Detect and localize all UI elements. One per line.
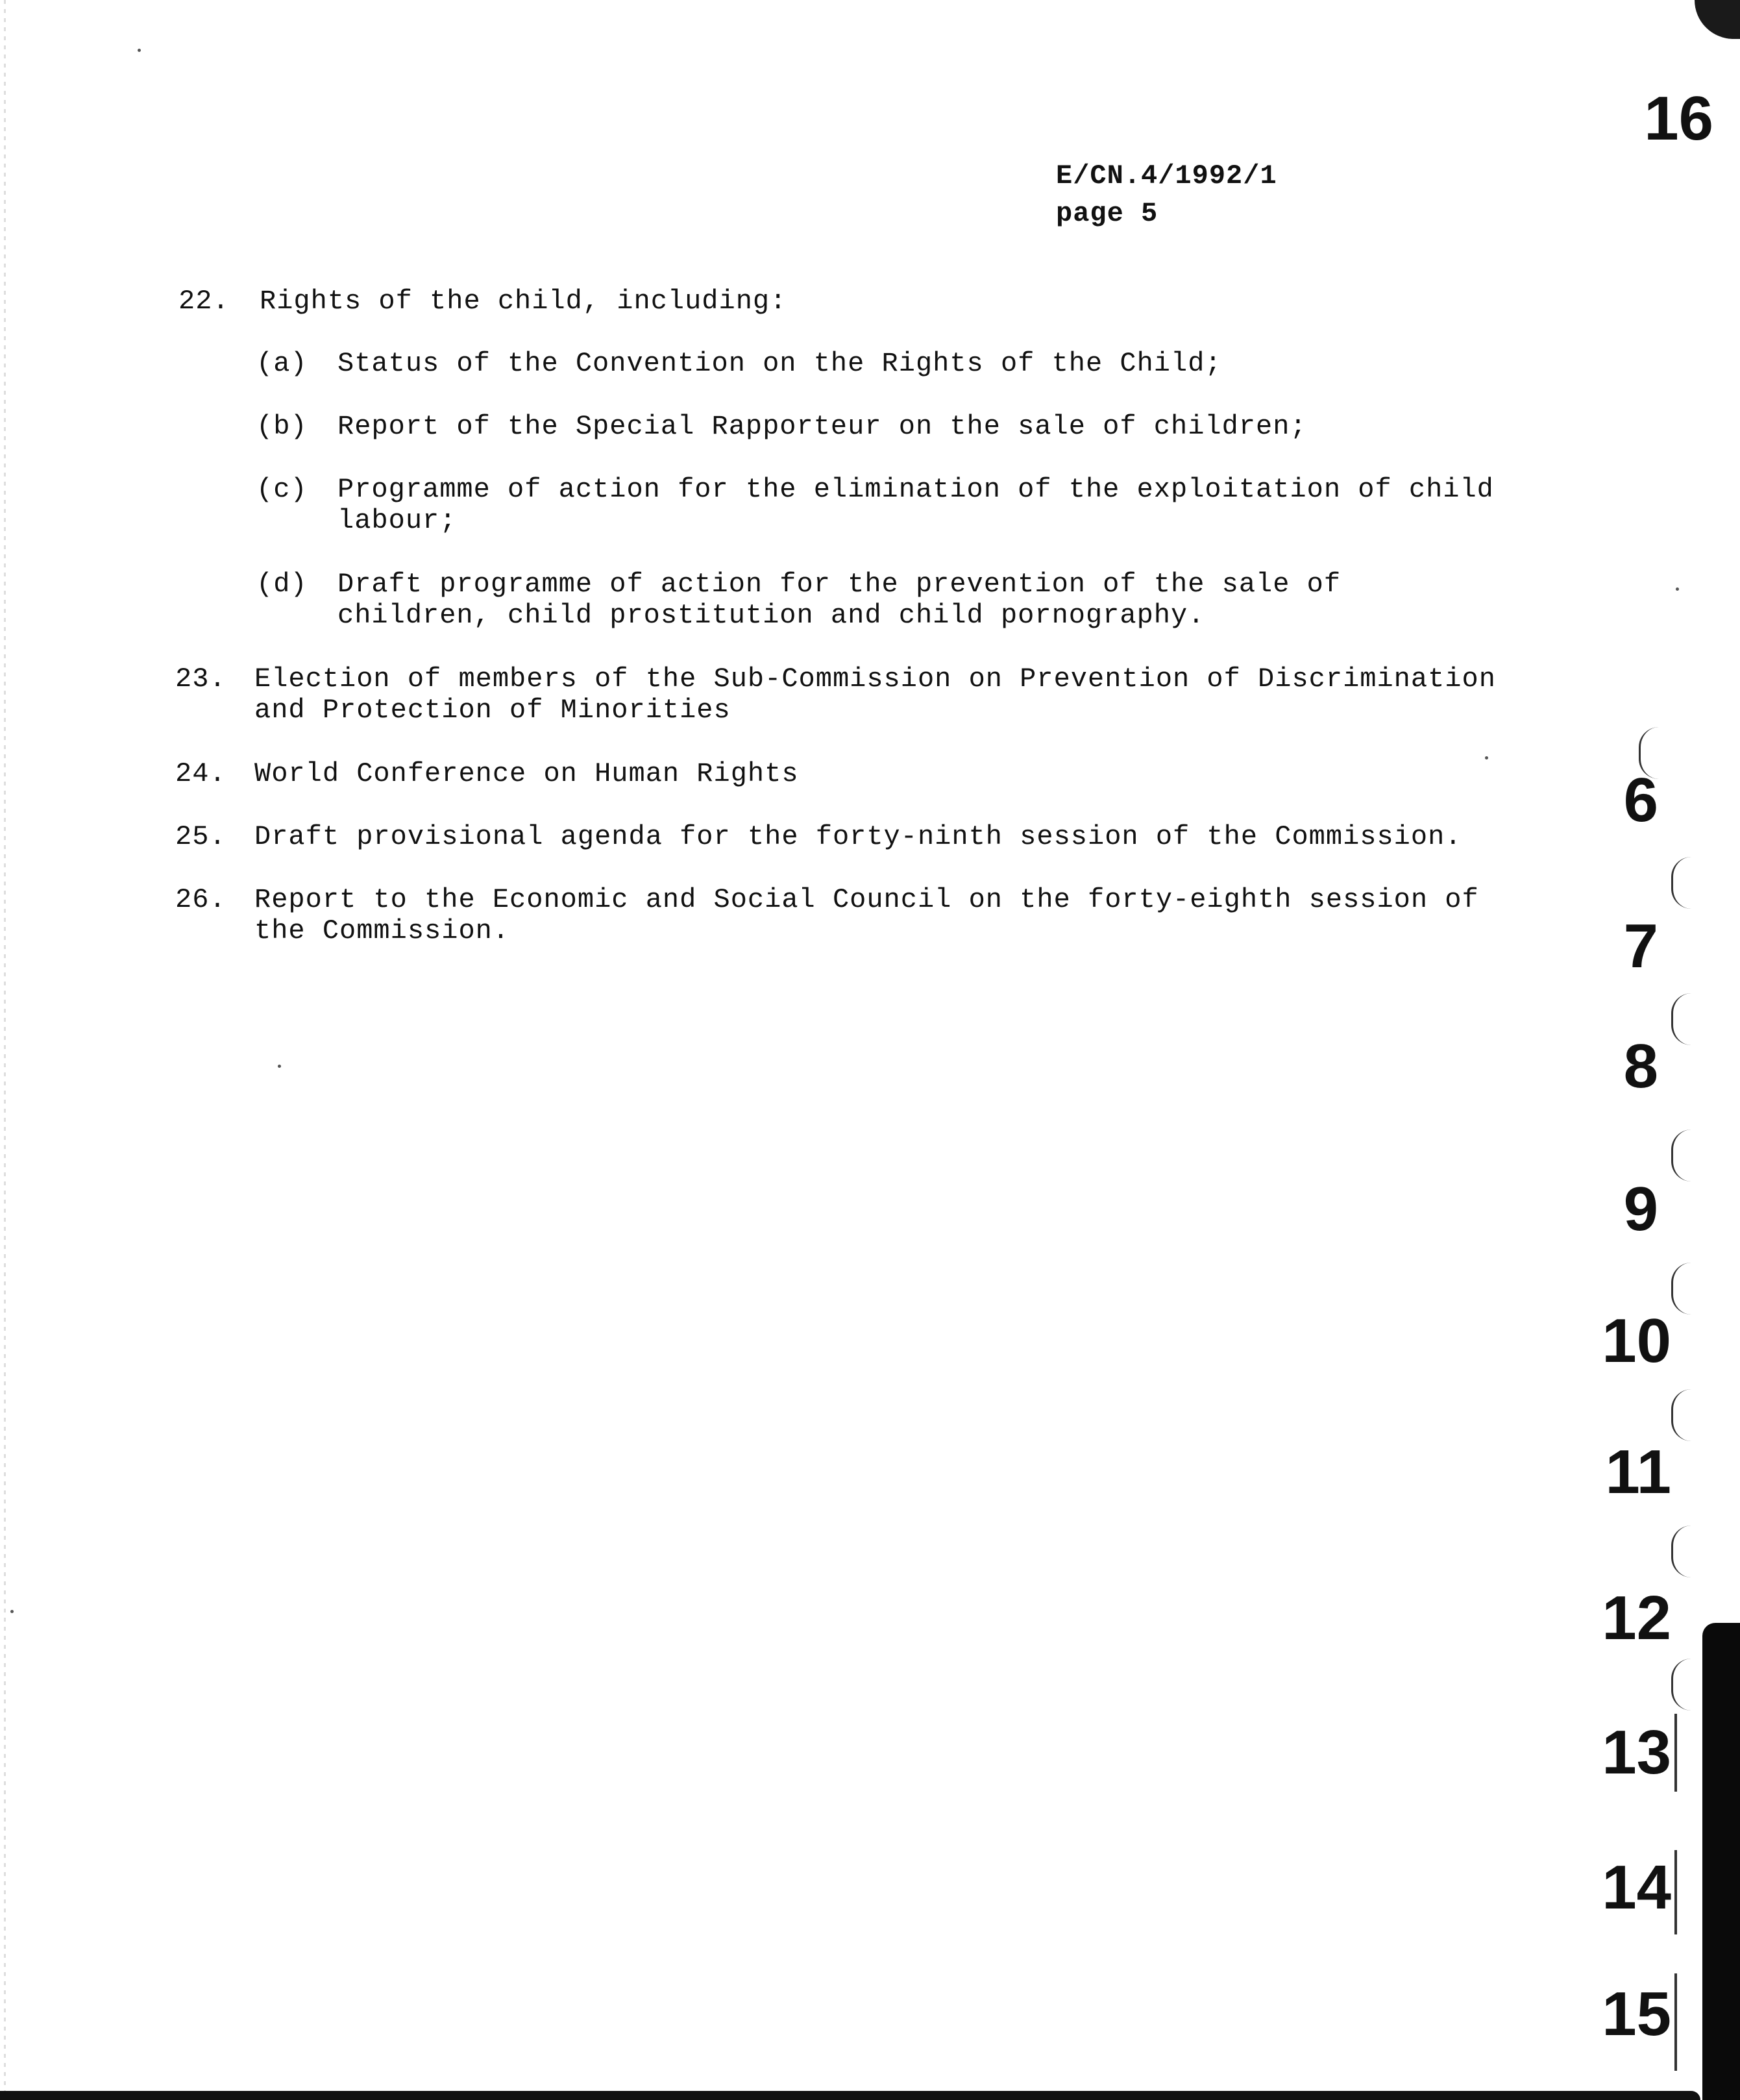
item-number: 22. <box>178 286 230 317</box>
item-text: Draft provisional agenda for the forty-ninth session of the Commission. <box>254 821 1462 852</box>
item-number: (a) <box>256 348 308 379</box>
tab-13[interactable]: 13 <box>1602 1718 1671 1787</box>
tab-edge-line <box>1674 1714 1677 1792</box>
scan-speck <box>1676 587 1679 591</box>
tab-16[interactable]: 16 <box>1644 84 1713 153</box>
scan-speck <box>1485 756 1488 760</box>
tab-divider <box>1671 1389 1691 1441</box>
tab-11[interactable]: 11 <box>1605 1437 1671 1507</box>
item-text: Report of the Special Rapporteur on the sale of children; <box>337 411 1307 442</box>
tab-divider <box>1671 1263 1691 1315</box>
tab-12[interactable]: 12 <box>1602 1583 1671 1653</box>
item-number: (b) <box>256 411 308 442</box>
tab-edge-line <box>1674 1973 1677 2071</box>
item-text: Draft programme of action for the prevention of the sale of children, child prostitution and child pornography. <box>337 569 1342 631</box>
tab-6[interactable]: 6 <box>1623 765 1658 835</box>
tab-15[interactable]: 15 <box>1602 1979 1671 2049</box>
item-number: 25. <box>175 821 227 852</box>
scan-edge-bottom-right <box>1702 1623 1740 2100</box>
tab-divider <box>1671 1130 1691 1181</box>
tab-9[interactable]: 9 <box>1623 1174 1658 1244</box>
item-text: Programme of action for the elimination of the exploitation of child labour; <box>337 474 1494 536</box>
scan-edge-top-right <box>1695 0 1740 39</box>
tab-divider <box>1671 1659 1691 1711</box>
item-number: (d) <box>256 569 308 600</box>
document-header <box>1056 157 1277 232</box>
item-text: Status of the Convention on the Rights of the Child; <box>337 348 1222 379</box>
scan-edge-bottom <box>0 2091 1700 2100</box>
item-text: Election of members of the Sub-Commission on Prevention of Discrimination and Protection of Minorities <box>254 663 1496 726</box>
page-number: page 5 <box>1056 198 1158 229</box>
tab-divider <box>1671 857 1691 909</box>
item-number: 26. <box>175 884 227 915</box>
item-text: Rights of the child, including: <box>260 286 787 317</box>
scan-speck <box>10 1610 14 1613</box>
tab-8[interactable]: 8 <box>1623 1031 1658 1101</box>
tab-14[interactable]: 14 <box>1602 1853 1671 1922</box>
item-number: 23. <box>175 663 227 695</box>
tab-7[interactable]: 7 <box>1623 911 1658 981</box>
tab-divider <box>1671 993 1691 1045</box>
item-text: Report to the Economic and Social Council on the forty-eighth session of the Commission. <box>254 884 1479 946</box>
scan-speck <box>278 1065 281 1068</box>
tab-edge-line <box>1674 1850 1677 1934</box>
tab-divider <box>1671 1526 1691 1577</box>
item-number: 24. <box>175 758 227 789</box>
scan-speck <box>138 49 141 52</box>
document-symbol: E/CN.4/1992/1 <box>1056 160 1277 191</box>
scan-edge-left <box>4 0 6 2100</box>
item-number: (c) <box>256 474 308 505</box>
tab-10[interactable]: 10 <box>1602 1306 1671 1376</box>
item-text: World Conference on Human Rights <box>254 758 799 789</box>
